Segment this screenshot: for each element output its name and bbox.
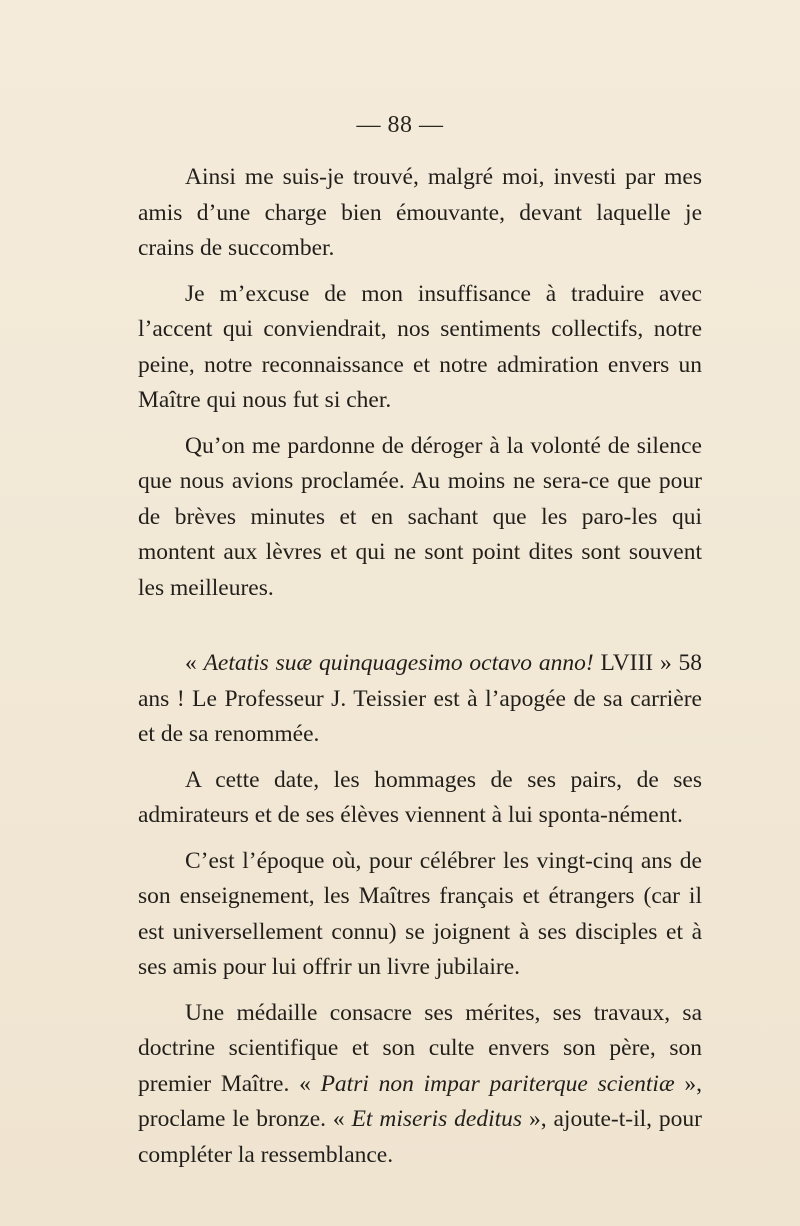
italic-quote: Patri non impar pariterque scientiæ [320, 1070, 675, 1097]
text-segment: « [185, 650, 204, 676]
text-segment: Ainsi me suis-je trouvé, malgré moi, investi par mes amis d’une charge bien émouvante, devant laquelle je crains de succomber. [138, 164, 702, 261]
text-segment: », ajoute-t-il, pour compléter la ressemblance. [138, 1106, 703, 1168]
paragraph [138, 429, 702, 607]
page-number: — 88 — [356, 112, 444, 138]
paragraph [138, 160, 702, 267]
paragraph [138, 844, 702, 986]
text-segment: A cette date, les hommages de ses pairs, de ses admirateurs et de ses élèves viennent à lui sponta-nément. [138, 766, 702, 828]
italic-quote: Aetatis suæ quinquagesimo octavo anno! [203, 650, 594, 676]
paragraph [138, 646, 702, 753]
text-segment: C’est l’époque où, pour célébrer les vingt-cinq ans de son enseignement, les Maîtres français et étrangers (car il est universellement connu) se joignent à ses disciples et à ses amis pour lui offrir un livre jubilaire. [138, 847, 702, 980]
body-text [138, 160, 702, 1183]
text-segment: », proclame le bronze. « [138, 1070, 702, 1132]
text-segment: Je m’excuse de mon insuffisance à traduire avec l’accent qui conviendrait, nos sentiments collectifs, notre peine, notre reconnaissance et notre admiration envers un Maître qui nous fut si cher. [138, 280, 702, 413]
text-segment: Une médaille consacre ses mérites, ses travaux, sa doctrine scientifique et son culte envers son père, son premier Maître. « [138, 999, 702, 1097]
paragraph [138, 277, 702, 419]
text-segment: Qu’on me pardonne de déroger à la volonté de silence que nous avions proclamée. Au moins ne sera-ce que pour de brèves minutes et en sachant que les paro-les qui montent aux lèvres et qui ne sont point dites sont souvent les meilleures. [138, 432, 702, 601]
text-segment: LVIII » 58 ans ! Le Professeur J. Teissier est à l’apogée de sa carrière et de sa renommée. [138, 650, 702, 747]
paragraph [138, 763, 702, 834]
italic-quote: Et miseris deditus [351, 1106, 523, 1132]
paragraph [138, 996, 702, 1174]
